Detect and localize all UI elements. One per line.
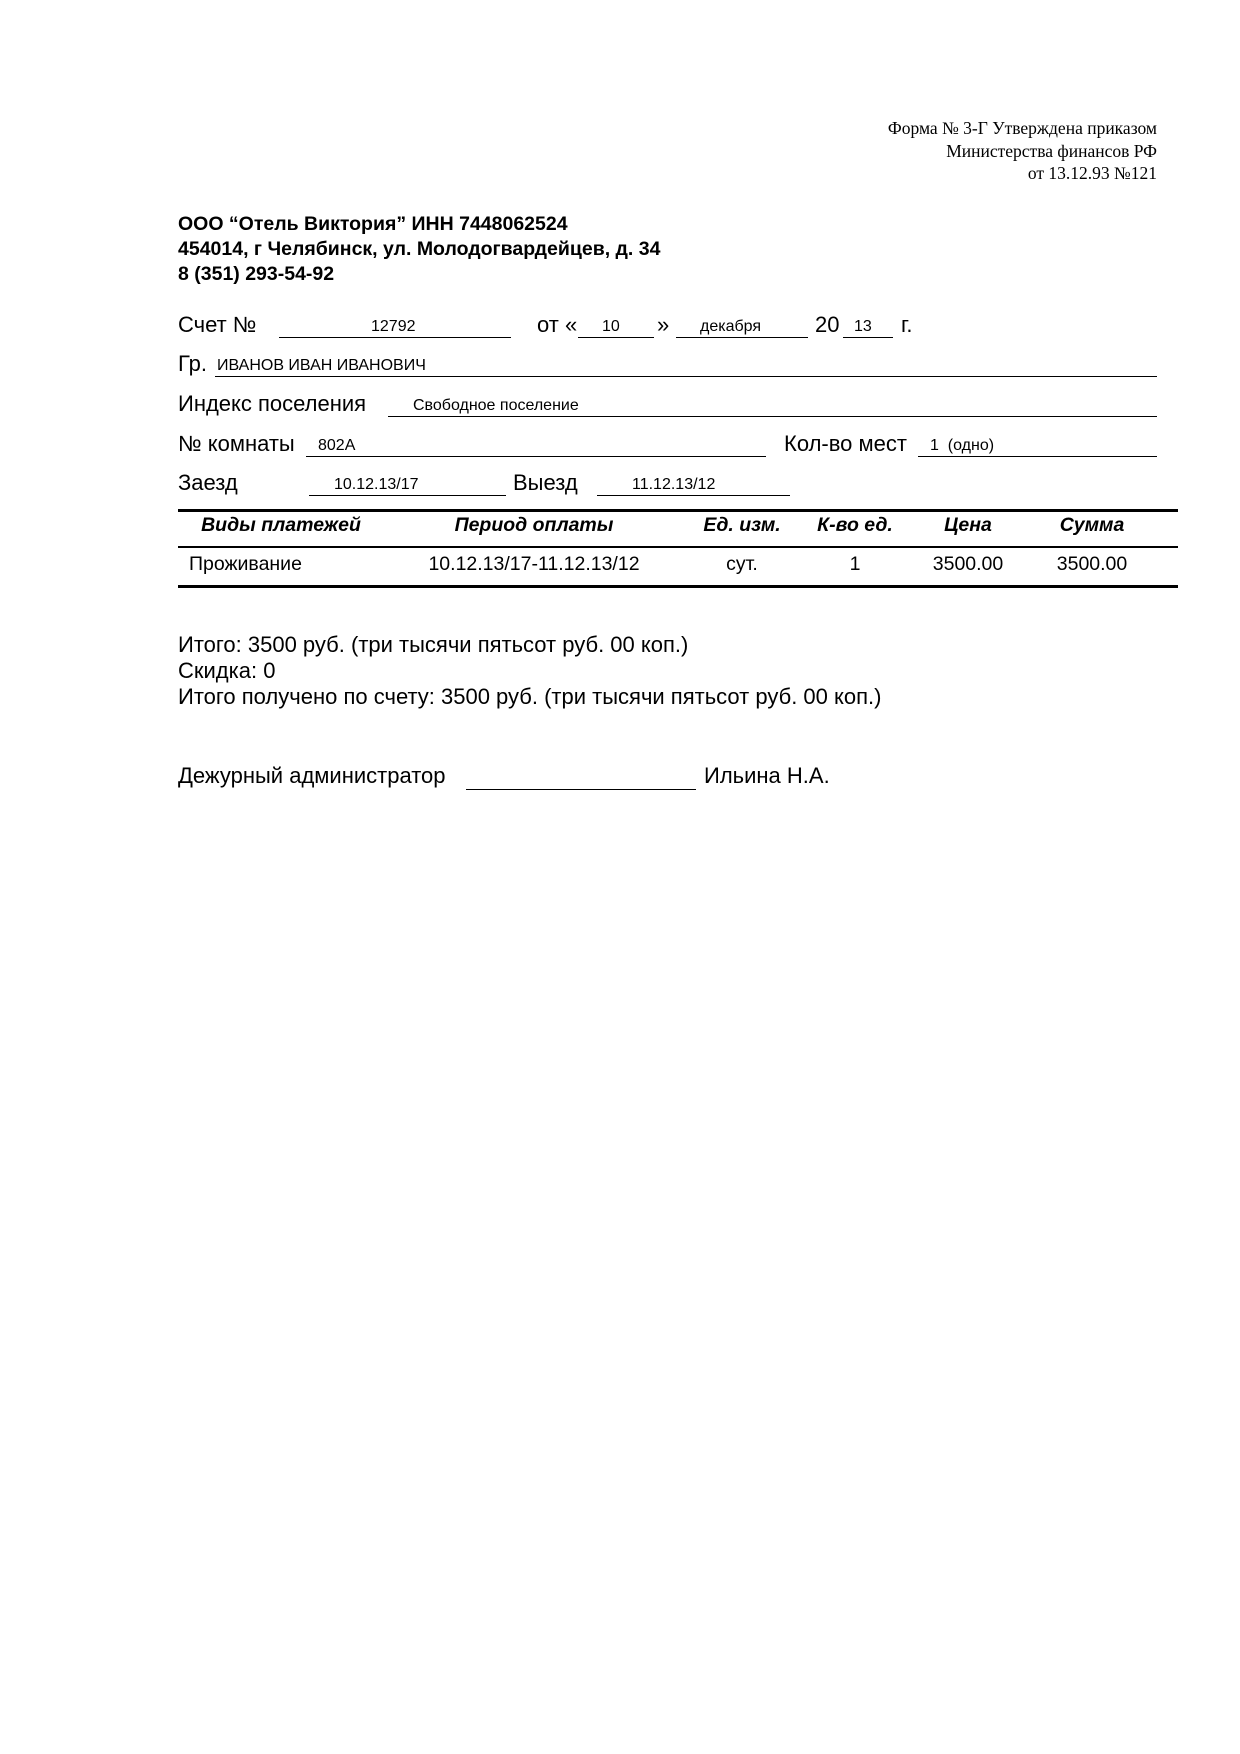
header-payment-period: Период оплаты [454, 514, 614, 536]
invoice-label: Счет № [178, 312, 257, 337]
invoice-number-field [279, 312, 511, 338]
invoice-year-field [843, 312, 893, 338]
header-price: Цена [944, 514, 992, 536]
cell-payment-period: 10.12.13/17-11.12.13/12 [428, 553, 640, 575]
form-approval-note [888, 117, 1157, 185]
header-quantity: К-во ед. [817, 514, 893, 536]
cell-sum: 3500.00 [1056, 553, 1128, 575]
invoice-year-prefix: 20 [815, 312, 840, 337]
room-label: № комнаты [178, 431, 295, 456]
table-bottom-rule [178, 585, 1178, 588]
room-number-field [306, 431, 766, 457]
guest-name-field [215, 351, 1157, 377]
organization-header [178, 212, 660, 287]
invoice-date-from-label: от « [537, 312, 578, 337]
table-header-rule [178, 546, 1178, 548]
header-unit: Ед. изм. [703, 514, 781, 536]
checkin-value: 10.12.13/17 [334, 476, 419, 493]
header-sum: Сумма [1059, 514, 1125, 536]
invoice-year-suffix: г. [901, 312, 913, 337]
invoice-year: 13 [854, 318, 872, 335]
invoice-day-close: » [657, 312, 670, 337]
checkout-value: 11.12.13/12 [632, 476, 716, 493]
places-field [918, 431, 1157, 457]
checkin-field [309, 470, 506, 496]
signature-line [466, 789, 696, 790]
organization-name: ООО “Отель Виктория” ИНН 7448062524 [178, 213, 568, 235]
table-top-rule [178, 509, 1178, 512]
cell-quantity: 1 [849, 553, 861, 575]
accommodation-index-label: Индекс поселения [178, 391, 367, 416]
cell-payment-type: Проживание [189, 553, 302, 575]
form-note-line-2: Министерства финансов РФ [946, 140, 1157, 161]
discount: Скидка: 0 [178, 658, 276, 683]
cell-unit: сут. [726, 553, 758, 575]
signature-name: Ильина Н.А. [704, 763, 830, 788]
header-payment-type: Виды платежей [201, 514, 361, 536]
checkin-label: Заезд [178, 470, 238, 495]
accommodation-index-value: Свободное поселение [413, 397, 579, 414]
guest-name: ИВАНОВ ИВАН ИВАНОВИЧ [217, 357, 426, 374]
places-label: Кол-во мест [784, 431, 907, 456]
signature-role: Дежурный администратор [178, 763, 446, 788]
cell-price: 3500.00 [932, 553, 1004, 575]
places-value: 1 (одно) [930, 437, 995, 454]
invoice-month: декабря [700, 318, 762, 335]
organization-phone: 8 (351) 293-54-92 [178, 263, 335, 285]
room-number: 802А [318, 437, 356, 454]
invoice-month-field [676, 312, 808, 338]
organization-address: 454014, г Челябинск, ул. Молодогвардейцев, д. 34 [178, 238, 661, 260]
checkout-label: Выезд [513, 470, 578, 495]
total-received: Итого получено по счету: 3500 руб. (три тысячи пятьсот руб. 00 коп.) [178, 684, 882, 709]
form-note-line-1: Форма № 3-Г Утверждена приказом [887, 118, 1157, 138]
total-amount: Итого: 3500 руб. (три тысячи пятьсот руб. 00 коп.) [178, 632, 689, 657]
accommodation-index-field [388, 391, 1157, 417]
guest-label: Гр. [178, 351, 208, 376]
totals-block [178, 632, 881, 710]
invoice-day: 10 [602, 318, 620, 335]
checkout-field [597, 470, 790, 496]
invoice-day-field [578, 312, 654, 338]
invoice-number: 12792 [371, 318, 416, 335]
form-note-line-3: от 13.12.93 №121 [1027, 163, 1157, 183]
